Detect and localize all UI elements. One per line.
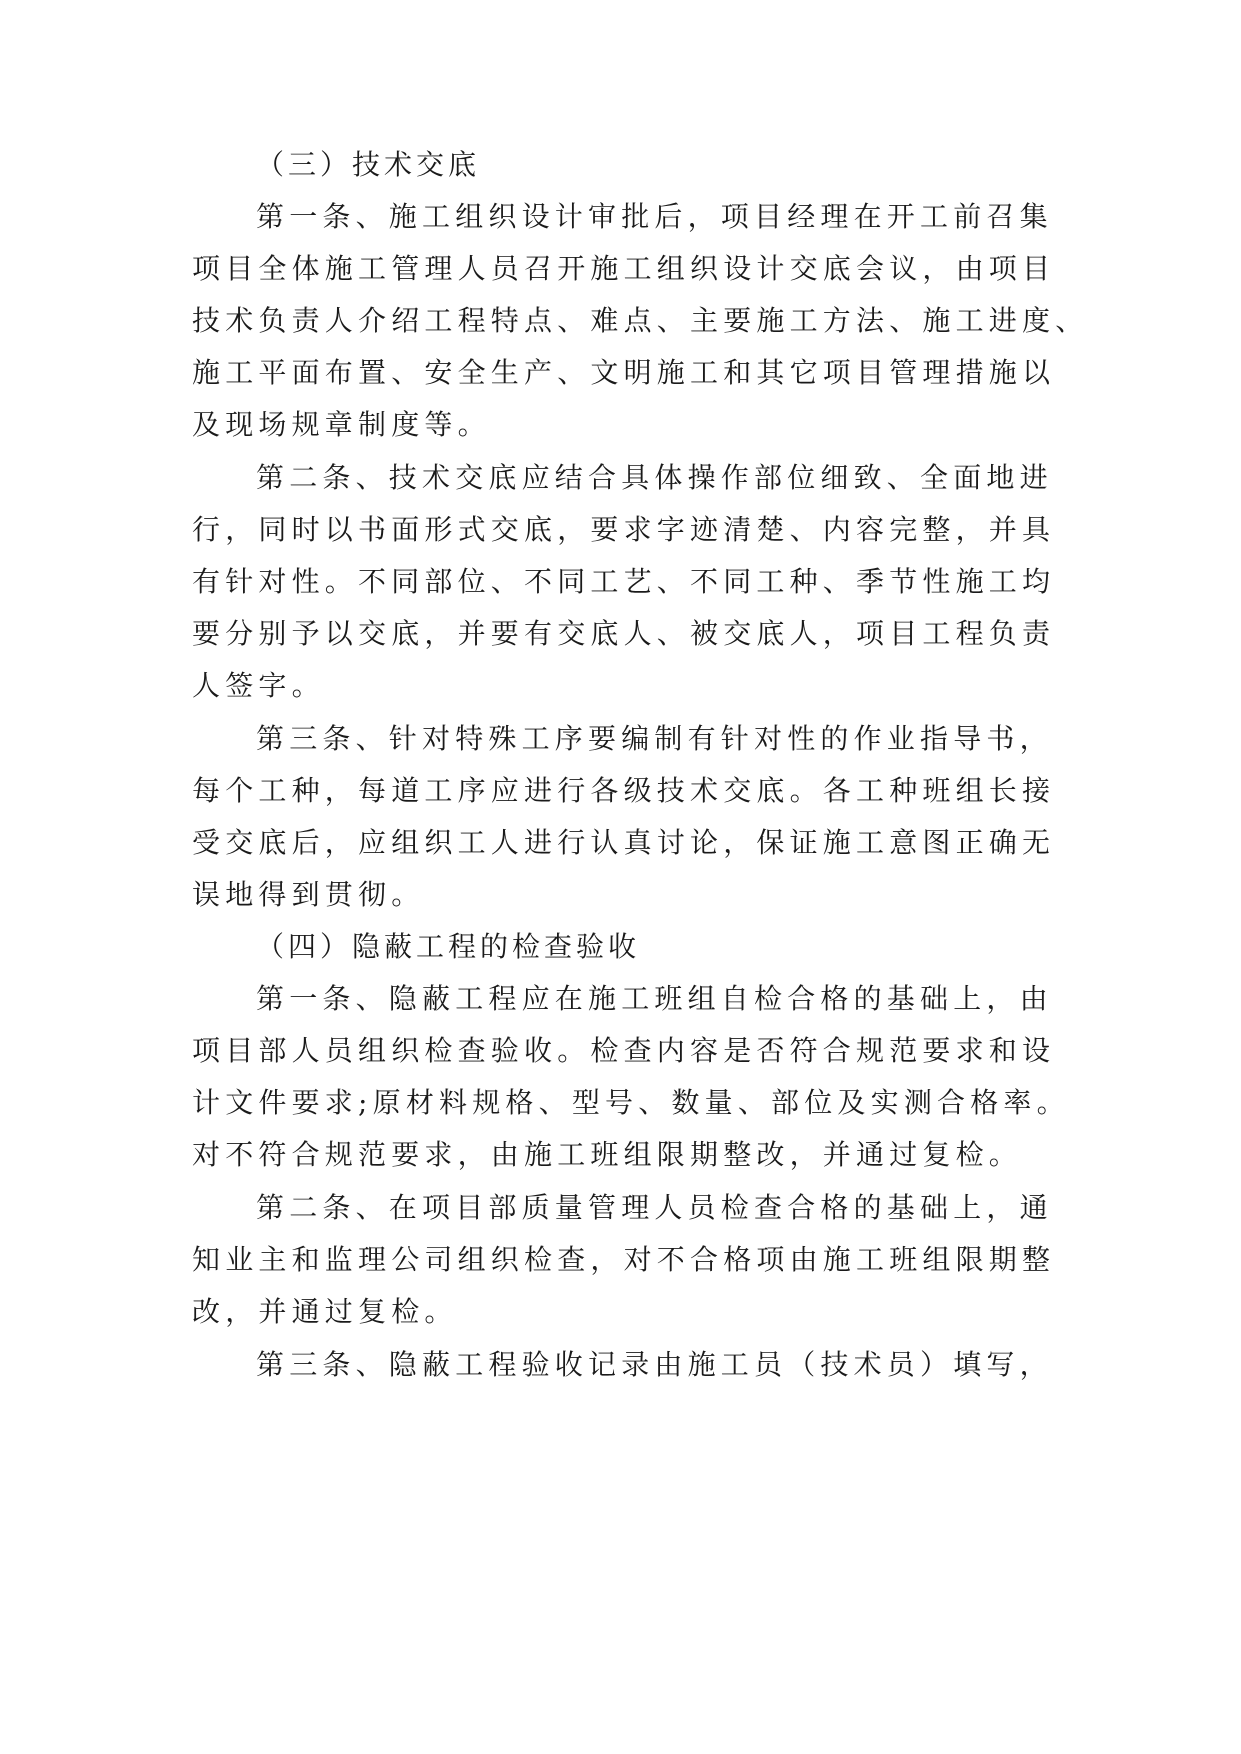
paragraph-line: 行，同时以书面形式交底，要求字迹清楚、内容完整，并具 (192, 513, 1056, 546)
paragraph-line: 第二条、在项目部质量管理人员检查合格的基础上，通 (256, 1191, 1053, 1224)
paragraph-line: 每个工种，每道工序应进行各级技术交底。各工种班组长接 (192, 774, 1056, 807)
section-heading: （四）隐蔽工程的检查验收 (256, 930, 641, 963)
paragraph-line: 改，并通过复检。 (192, 1295, 458, 1328)
paragraph-line: 对不符合规范要求，由施工班组限期整改，并通过复检。 (192, 1138, 1023, 1171)
paragraph-line: 误地得到贯彻。 (192, 878, 425, 911)
paragraph-line: 及现场规章制度等。 (192, 408, 491, 441)
paragraph-line: 计文件要求;原材料规格、型号、数量、部位及实测合格率。 (192, 1086, 1070, 1119)
paragraph-line: 项目全体施工管理人员召开施工组织设计交底会议，由项目 (192, 252, 1056, 285)
paragraph-line: 项目部人员组织检查验收。检查内容是否符合规范要求和设 (192, 1034, 1056, 1067)
paragraph-line: 受交底后，应组织工人进行认真讨论，保证施工意图正确无 (192, 826, 1056, 859)
paragraph-line: 第二条、技术交底应结合具体操作部位细致、全面地进 (256, 461, 1053, 494)
paragraph-line: 人签字。 (192, 669, 325, 702)
paragraph-line: 第一条、隐蔽工程应在施工班组自检合格的基础上，由 (256, 982, 1053, 1015)
paragraph-line: 要分别予以交底，并要有交底人、被交底人，项目工程负责 (192, 617, 1056, 650)
section-heading: （三）技术交底 (256, 148, 481, 181)
paragraph-line: 有针对性。不同部位、不同工艺、不同工种、季节性施工均 (192, 565, 1056, 598)
paragraph-line: 第三条、针对特殊工序要编制有针对性的作业指导书， (256, 722, 1053, 755)
paragraph-line: 第一条、施工组织设计审批后，项目经理在开工前召集 (256, 200, 1053, 233)
paragraph-line: 知业主和监理公司组织检查，对不合格项由施工班组限期整 (192, 1243, 1056, 1276)
paragraph-line: 第三条、隐蔽工程验收记录由施工员（技术员）填写， (256, 1348, 1053, 1381)
paragraph-line: 施工平面布置、安全生产、文明施工和其它项目管理措施以 (192, 356, 1056, 389)
paragraph-line: 技术负责人介绍工程特点、难点、主要施工方法、施工进度、 (192, 304, 1089, 337)
